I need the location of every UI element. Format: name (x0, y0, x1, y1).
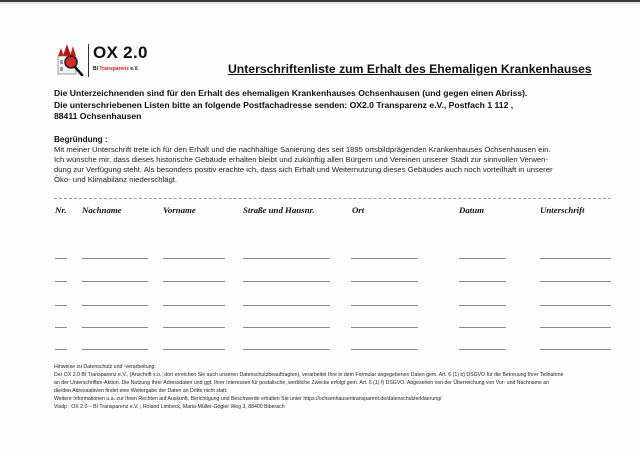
column-header-nachname: Nachname (82, 205, 122, 215)
blank-field-ort[interactable] (351, 349, 418, 350)
blank-field-datum[interactable] (459, 327, 506, 328)
blank-field-datum[interactable] (459, 281, 506, 282)
blank-field-datum[interactable] (459, 305, 506, 306)
blank-field-nr[interactable] (55, 349, 67, 350)
blank-field-vorname[interactable] (163, 305, 225, 306)
blank-field-ort[interactable] (351, 327, 418, 328)
notes-line: Der OX 2.0 BI Transparenz e.V., (Anschrift s.o.; dort erreichen Sie auch unseren Datenschutzbeauftragten), verarbeitet Ihre in dem Formular angegebenen Daten gem. Art. 6 (1) b) DSGVO für die Betreuung Ihrer Teilnahme (54, 371, 564, 378)
column-header-ort: Ort (352, 205, 365, 215)
blank-field-nachname[interactable] (82, 349, 148, 350)
blank-field-strasse[interactable] (243, 305, 330, 306)
intro-line: Die unterschriebenen Listen bitte an folgende Postfachadresse senden: OX2.0 Transparenz e.V., Postfach 1 112 , (54, 99, 514, 110)
blank-field-vorname[interactable] (163, 281, 225, 282)
column-header-nr: Nr. (55, 205, 67, 215)
intro-line: 88411 Ochsenhausen (54, 111, 142, 121)
reason-heading: Begründung : (54, 135, 108, 144)
blank-field-strasse[interactable] (243, 281, 330, 282)
intro-line: Die Unterzeichnenden sind für den Erhalt des ehemaligen Krankenhauses Ochsenhausen (und gegen einen Abriss). (54, 88, 528, 98)
logo-subtitle (93, 66, 139, 72)
logo-sub-suffix: e.V. (130, 66, 139, 72)
reason-line: Öko- und Klimabilanz niederschlägt. (54, 175, 178, 184)
column-header-strasse: Straße und Hausnr. (243, 205, 315, 215)
blank-field-vorname[interactable] (163, 327, 225, 328)
column-header-unterschrift: Unterschrift (540, 205, 585, 215)
reason-line: dung zur Verfügung steht. Als besonders positiv erachte ich, dass sich Erhalt und Weiternutzung dieses Gebäudes auch noch vorteilhaft in unserer (54, 165, 553, 174)
blank-field-nachname[interactable] (82, 258, 148, 259)
blank-field-datum[interactable] (459, 258, 506, 259)
document-title: Unterschriftenliste zum Erhalt des Ehemaligen Krankenhauses (228, 62, 592, 76)
notes-line: an der Unterschriften-Aktion. Die Nutzung Ihrer Adressdaten und ggf. Ihrer Interessen für postalische, werbliche Zwecke erfolgt gem. Art. 6 (1) f) DSGVO. Abgesehen von der Überreichung von Vor- und Nachname an (54, 379, 550, 386)
window-top-shadow (0, 2, 640, 4)
blank-field-unterschrift[interactable] (540, 281, 611, 282)
logo-name: OX 2.0 (93, 43, 148, 62)
blank-field-nr[interactable] (55, 281, 67, 282)
blank-field-strasse[interactable] (243, 258, 330, 259)
column-header-vorname: Vorname (163, 205, 196, 215)
blank-field-unterschrift[interactable] (540, 327, 611, 328)
building-magnifier-logo-icon (55, 42, 85, 78)
blank-field-datum[interactable] (459, 349, 506, 350)
blank-field-nachname[interactable] (82, 305, 148, 306)
logo-sub-prefix: BI (93, 66, 98, 72)
reason-paragraph (54, 145, 553, 185)
privacy-notes (54, 364, 564, 411)
blank-field-nr[interactable] (55, 305, 67, 306)
blank-field-nr[interactable] (55, 327, 67, 328)
blank-field-unterschrift[interactable] (540, 258, 611, 259)
blank-field-nachname[interactable] (82, 327, 148, 328)
logo (55, 42, 165, 80)
blank-field-ort[interactable] (351, 305, 418, 306)
blank-field-ort[interactable] (351, 258, 418, 259)
notes-line: Hinweise zu Datenschutz und -verarbeitung: (54, 364, 156, 370)
blank-field-ort[interactable] (351, 281, 418, 282)
blank-field-nr[interactable] (55, 258, 67, 259)
blank-field-vorname[interactable] (163, 349, 225, 350)
logo-sub-brand: Transparenz (99, 66, 129, 72)
reason-line: Mit meiner Unterschrift trete ich für den Erhalt und die nachhaltige Sanierung des seit 1895 ortsbildprägenden Krankenhauses Ochsenhausen ein. (54, 145, 551, 154)
blank-field-strasse[interactable] (243, 349, 330, 350)
blank-field-vorname[interactable] (163, 258, 225, 259)
blank-field-strasse[interactable] (243, 327, 330, 328)
column-header-datum: Datum (459, 205, 484, 215)
logo-separator (88, 44, 89, 77)
notes-line: Weitere Informationen u.a. zur Ihren Rechten auf Auskunft, Berichtigung und Beschwerde erhalten Sie unter https://ochsenhausentransparent.de/datenschutzerklaerung/ (54, 395, 442, 402)
notes-line: die/den Adressatin/en findet eine Weitergabe der Daten an Dritte nicht statt. (54, 387, 228, 394)
blank-field-unterschrift[interactable] (540, 349, 611, 350)
intro-paragraph (54, 88, 527, 123)
blank-field-nachname[interactable] (82, 281, 148, 282)
notes-line: Visdp : OX 2.0 – BI Transparenz e.V. , Roland Limbeck, Maria-Müller-Gögler Weg 3, 88400 Biberach (54, 403, 285, 410)
reason-line: Ich wünsche mir, dass dieses historische Gebäude erhalten bleibt und zukünftig allen Bürgern und Vereinen unserer Stadt zur sinnvollen Verwen- (54, 155, 548, 164)
blank-field-unterschrift[interactable] (540, 305, 611, 306)
dashed-divider (54, 198, 611, 199)
